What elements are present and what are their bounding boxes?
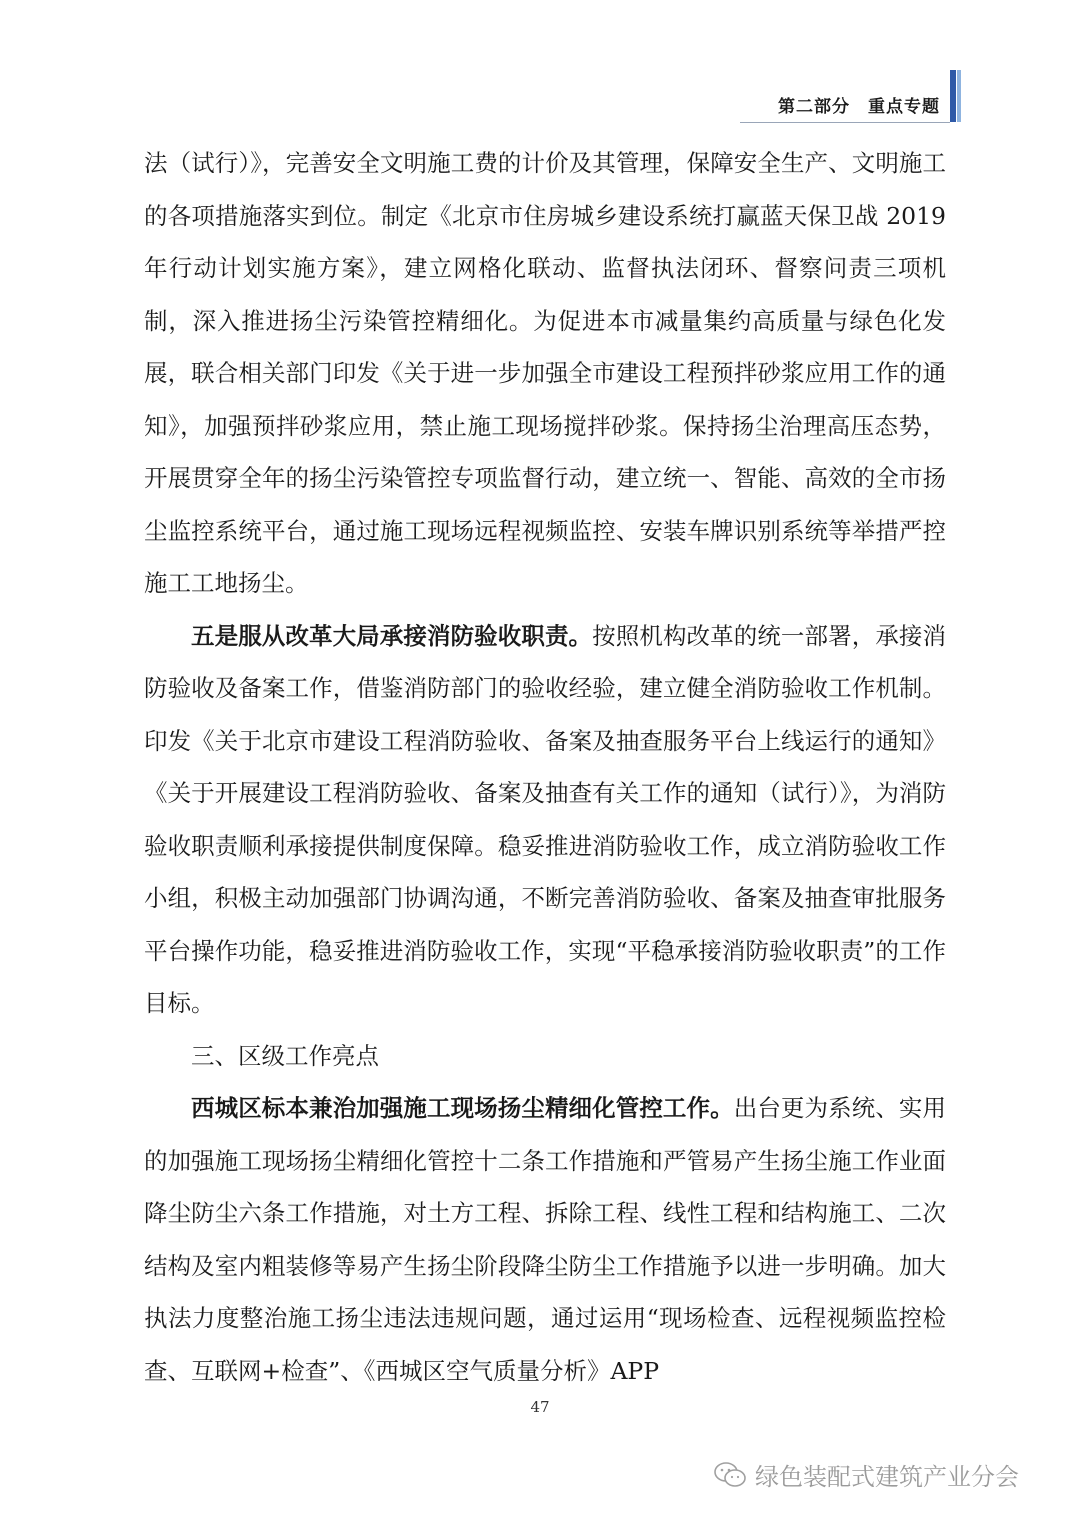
- paragraph-fire-acceptance: [144, 610, 946, 1030]
- paragraph-continued: 法（试行）》，完善安全文明施工费的计价及其管理，保障安全生产、文明施工的各项措施落实到位。制定《北京市住房城乡建设系统打赢蓝天保卫战 2019 年行动计划实施方案》，建立网格化联动、监督执法闭环、督察问责三项机制，深入推进扬尘污染管控精细化。为促进本市减量集约高质量与绿色化发展，联合相关部门印发《关于进一步加强全市建设工程预拌砂浆应用工作的通知》，加强预拌砂浆应用，禁止施工现场搅拌砂浆。保持扬尘治理高压态势，开展贯穿全年的扬尘污染管控专项监督行动，建立统一、智能、高效的全市扬尘监控系统平台，通过施工现场远程视频监控、安装车牌识别系统等举措严控施工工地扬尘。: [144, 149, 946, 597]
- header-rule: [740, 122, 950, 123]
- paragraph-text: 出台更为系统、实用的加强施工现场扬尘精细化管控十二条工作措施和严管易产生扬尘施工作业面降尘防尘六条工作措施，对土方工程、拆除工程、线性工程和结构施工、二次结构及室内粗装修等易产生扬尘阶段降尘防尘工作措施予以进一步明确。加大执法力度整治施工扬尘违法违规问题，通过运用“现场检查、远程视频监控检查、互联网+检查”、《西城区空气质量分析》APP: [144, 1094, 947, 1385]
- header-accent-bar-light: [957, 70, 961, 122]
- page-body: [144, 137, 946, 1397]
- page-number: 47: [530, 1398, 550, 1416]
- wechat-icon: [713, 1461, 747, 1489]
- watermark: [713, 1457, 1019, 1492]
- paragraph-text: 按照机构改革的统一部署，承接消防验收及备案工作，借鉴消防部门的验收经验，建立健全消防验收工作机制。印发《关于北京市建设工程消防验收、备案及抽查服务平台上线运行的通知》《关于开展建设工程消防验收、备案及抽查有关工作的通知（试行）》，为消防验收职责顺利承接提供制度保障。稳妥推进消防验收工作，成立消防验收工作小组，积极主动加强部门协调沟通，不断完善消防验收、备案及抽查审批服务平台操作功能，稳妥推进消防验收工作，实现“平稳承接消防验收职责”的工作目标。: [144, 621, 947, 1017]
- paragraph-lead: 五是服从改革大局承接消防验收职责。: [191, 621, 593, 650]
- paragraph-lead: 西城区标本兼治加强施工现场扬尘精细化管控工作。: [191, 1094, 734, 1122]
- section-header: 第二部分 重点专题: [778, 97, 940, 117]
- watermark-text: 绿色装配式建筑产业分会: [755, 1463, 1019, 1491]
- section-heading: 三、区级工作亮点: [191, 1041, 379, 1070]
- paragraph-xicheng: [144, 1082, 946, 1397]
- header-accent-bar: [950, 70, 956, 122]
